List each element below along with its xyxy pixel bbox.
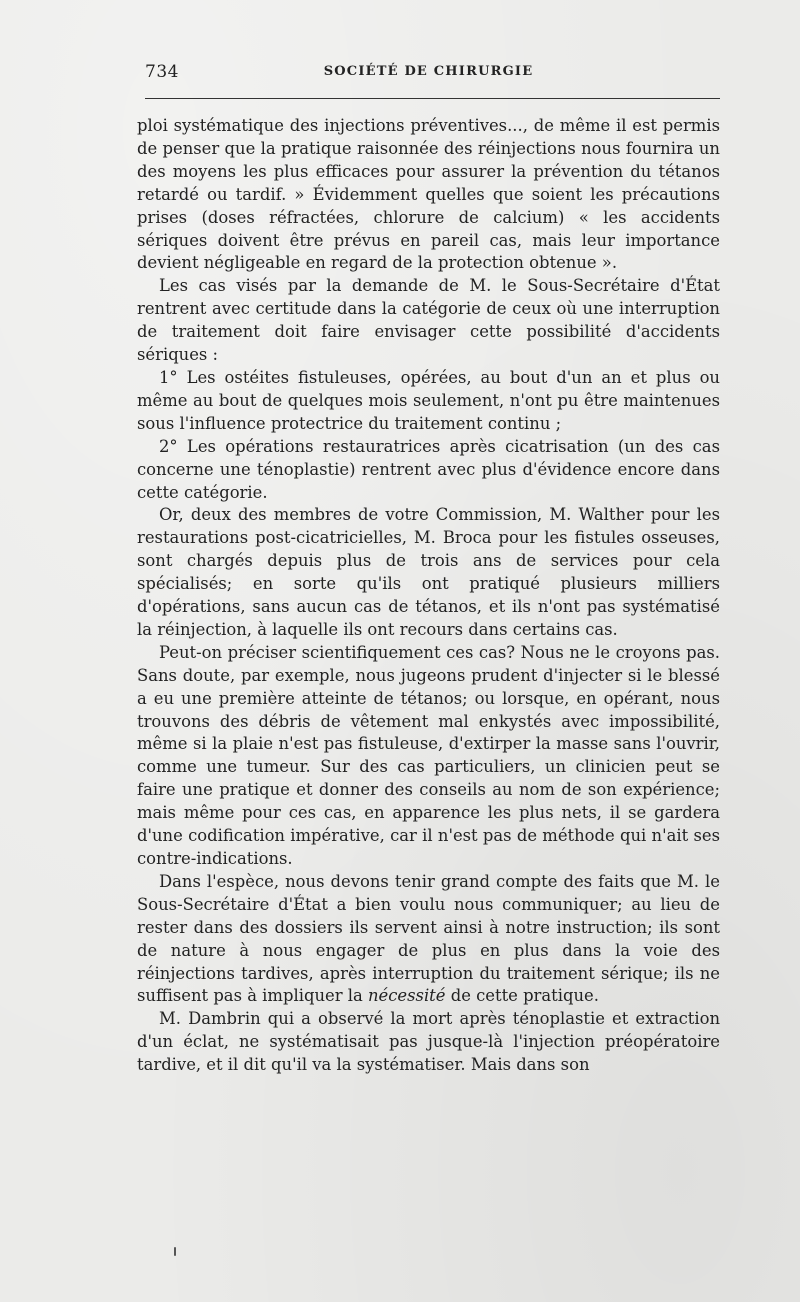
print-speck <box>174 1247 176 1256</box>
body-text <box>137 115 720 1077</box>
paragraph-7 <box>137 871 720 1008</box>
page-header <box>137 58 720 86</box>
paragraph-7-text-after: de cette pratique. <box>450 986 599 1006</box>
paragraph-7-text: Dans l'espèce, nous devons tenir grand compte des faits que M. le Sous-Secrétaire d'État a bien voulu nous communiquer; au lieu de rester dans des dossiers ils servent ainsi à notre instruction; ils sont de nature à nous engager de plus en plus dans la voie des réinjections tardives, après interruption du traitement sérique; ils ne suffisent pas à impliquer la <box>137 871 720 1006</box>
paragraph-3: 1° Les ostéites fistuleuses, opérées, au bout d'un an et plus ou même au bout de quelques mois seulement, n'ont pu être maintenues sous l'influence protectrice du traitement continu ; <box>137 367 720 433</box>
paragraph-8: M. Dambrin qui a observé la mort après ténoplastie et extraction d'un éclat, ne systématisait pas jusque-là l'injection préopératoire tardive, et il dit qu'il va la systématiser. Mais dans son <box>137 1009 720 1075</box>
running-head: SOCIÉTÉ DE CHIRURGIE <box>323 64 534 79</box>
paragraph-1: ploi systématique des injections préventives..., de même il est permis de penser que la pratique raisonnée des réinjections nous fournira un des moyens les plus efficaces pour assurer la prévention du tétanos retardé ou tardif. » Évidemment quelles que soient les précautions prises (doses réfractées, chlorure de calcium) « les accidents sériques doivent être prévus en pareil cas, mais leur importance devient négligeable en regard de la protection obtenue ». <box>137 116 720 273</box>
page-number: 734 <box>145 62 179 82</box>
paragraph-6: Peut-on préciser scientifiquement ces cas? Nous ne le croyons pas. Sans doute, par exemple, nous jugeons prudent d'injecter si le blessé a eu une première atteinte de tétanos; ou lorsque, en opérant, nous trouvons des débris de vêtement mal enkystés avec impossibilité, même si la plaie n'est pas fistuleuse, d'extirper la masse sans l'ouvrir, comme une tumeur. Sur des cas particuliers, un clinicien peut se faire une pratique et donner des conseils au nom de son expérience; mais même pour ces cas, en apparence les plus nets, il se gardera d'une codification impérative, car il n'est pas de méthode qui n'ait ses contre-indications. <box>137 642 720 868</box>
paragraph-5: Or, deux des membres de votre Commission, M. Walther pour les restaurations post-cicatricielles, M. Broca pour les fistules osseuses, sont chargés depuis plus de trois ans de services pour cela spécialisés; en sorte qu'ils ont pratiqué plusieurs milliers d'opérations, sans aucun cas de tétanos, et ils n'ont pas systématisé la réinjection, à laquelle ils ont recours dans certains cas. <box>137 505 720 639</box>
paragraph-4: 2° Les opérations restauratrices après cicatrisation (un des cas concerne une ténoplastie) rentrent avec plus d'évidence encore dans cette catégorie. <box>137 436 720 502</box>
paragraph-2: Les cas visés par la demande de M. le Sous-Secrétaire d'État rentrent avec certitude dans la catégorie de ceux où une interruption de traitement doit faire envisager cette possibilité d'accidents sériques : <box>137 276 720 365</box>
paragraph-7-emphasis: nécessité <box>367 986 446 1006</box>
header-rule <box>145 98 720 99</box>
